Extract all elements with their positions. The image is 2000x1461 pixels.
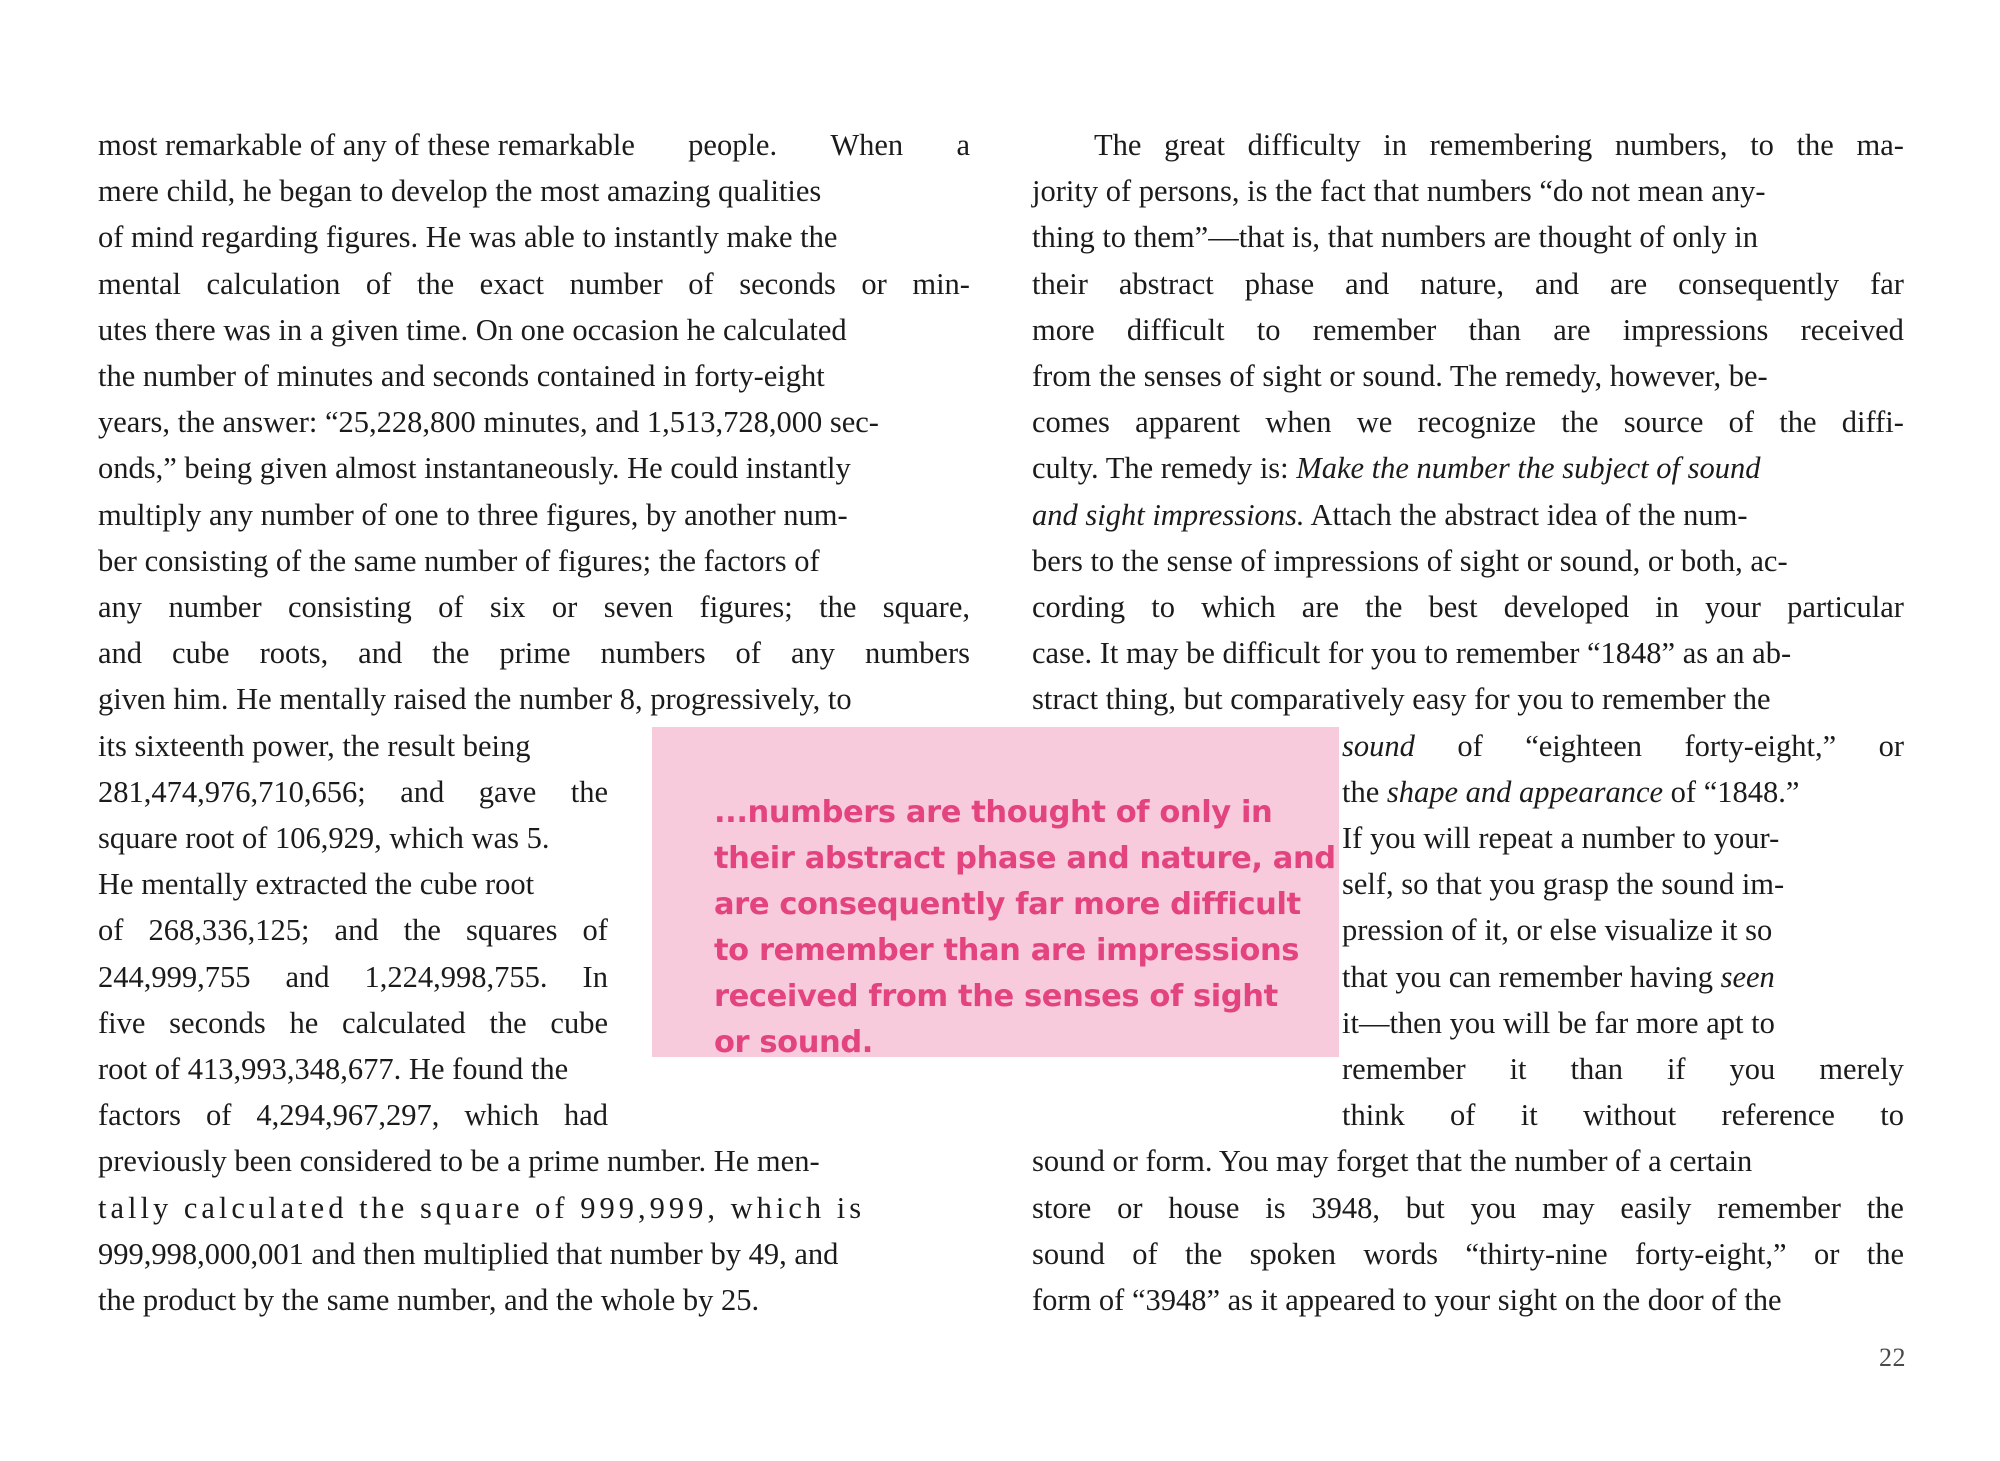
text-line: pression of it, or else visualize it so [1342, 913, 1773, 948]
text-line: form of “3948” as it appeared to your sight on the door of the [1032, 1283, 1782, 1318]
text-line: 244,999,755 and 1,224,998,755. In [98, 959, 608, 994]
text-line: jority of persons, is the fact that numbers “do not mean any- [1032, 174, 1766, 209]
text-line: The great difficulty in remembering numbers, to the ma- [1094, 128, 1904, 162]
text-line: its sixteenth power, the result being [98, 728, 531, 763]
text-line: 999,998,000,001 and then multiplied that number by 49, and [98, 1236, 839, 1271]
text-line: He mentally extracted the cube root [98, 867, 535, 902]
text-line: mental calculation of the exact number of seconds or min- [98, 266, 970, 301]
text-line: tally calculated the square of 999,999, which is [98, 1190, 866, 1225]
text-line: and cube roots, and the prime numbers of any numbers [98, 636, 970, 671]
text-line: of mind regarding figures. He was able to instantly make the [98, 220, 838, 255]
text-line: five seconds he calculated the cube [98, 1005, 608, 1040]
pullquote-line: ...numbers are thought of only in [714, 795, 1273, 830]
text-line: sound of the spoken words “thirty-nine forty-eight,” or the [1032, 1236, 1904, 1271]
text-line: most remarkable of any of these remarkable people. When a [98, 128, 970, 162]
text-line: more difficult to remember than are impressions received [1032, 312, 1904, 347]
text-line: 281,474,976,710,656; and gave the [98, 774, 608, 809]
text-line: think of it without reference to [1342, 1098, 1904, 1133]
text-line: root of 413,993,348,677. He found the [98, 1052, 569, 1087]
text-line: remember it than if you merely [1342, 1052, 1904, 1087]
text-line: onds,” being given almost instantaneously. He could instantly [98, 451, 851, 486]
italic-phrase: seen [1720, 959, 1775, 994]
page-number: 22 [1879, 1343, 1906, 1372]
text-line: self, so that you grasp the sound im- [1342, 867, 1785, 902]
text-line: the product by the same number, and the whole by 25. [98, 1283, 760, 1318]
body-column-right [1032, 122, 1904, 1323]
text-line: store or house is 3948, but you may easily remember the [1032, 1190, 1904, 1225]
text-line: sound of “eighteen forty-eight,” or [1342, 728, 1904, 763]
text-line: mere child, he began to develop the most amazing qualities [98, 174, 822, 209]
text-line: any number consisting of six or seven figures; the square, [98, 590, 970, 625]
pullquote-line: are consequently far more difficult [714, 887, 1301, 922]
italic-phrase: and sight impressions. [1032, 497, 1305, 532]
text-line: If you will repeat a number to your- [1342, 821, 1780, 856]
body-column-left [98, 122, 970, 1323]
pullquote-line: received from the senses of sight [714, 979, 1278, 1014]
text-line: multiply any number of one to three figures, by another num- [98, 497, 848, 532]
text-line: from the senses of sight or sound. The remedy, however, be- [1032, 359, 1768, 394]
text-line: case. It may be difficult for you to remember “1848” as an ab- [1032, 636, 1792, 671]
text-line: utes there was in a given time. On one occasion he calculated [98, 312, 847, 347]
text-line: that you can remember having seen [1342, 959, 1775, 994]
text-line: stract thing, but comparatively easy for you to remember the [1032, 682, 1771, 717]
text-line: the shape and appearance of “1848.” [1342, 774, 1800, 809]
text-line: and sight impressions. Attach the abstract idea of the num- [1032, 497, 1748, 532]
text-line: ber consisting of the same number of figures; the factors of [98, 543, 820, 578]
text-line: sound or form. You may forget that the number of a certain [1032, 1144, 1753, 1179]
pullquote [652, 727, 1339, 1092]
text-line: bers to the sense of impressions of sight or sound, or both, ac- [1032, 543, 1788, 578]
text-line: comes apparent when we recognize the source of the diffi- [1032, 405, 1904, 440]
text-line: square root of 106,929, which was 5. [98, 821, 550, 856]
pullquote-line: or sound. [714, 1025, 873, 1060]
text-line: the number of minutes and seconds contained in forty-eight [98, 359, 825, 394]
italic-phrase: shape and appearance [1386, 774, 1664, 809]
text-line: given him. He mentally raised the number 8, progressively, to [98, 682, 852, 717]
italic-phrase: Make the number the subject of sound [1296, 451, 1761, 486]
text-line: previously been considered to be a prime number. He men- [98, 1144, 820, 1179]
pullquote-line: to remember than are impressions [714, 933, 1300, 968]
text-line: of 268,336,125; and the squares of [98, 913, 608, 948]
text-line: years, the answer: “25,228,800 minutes, and 1,513,728,000 sec- [98, 405, 879, 440]
text-line: culty. The remedy is: Make the number the subject of sound [1032, 451, 1761, 486]
text-line: factors of 4,294,967,297, which had [98, 1098, 608, 1133]
text-line: cording to which are the best developed in your particular [1032, 590, 1904, 625]
text-line: it—then you will be far more apt to [1342, 1005, 1775, 1040]
text-line: their abstract phase and nature, and are consequently far [1032, 266, 1904, 301]
pullquote-line: their abstract phase and nature, and [714, 841, 1336, 876]
italic-phrase: sound [1342, 728, 1415, 763]
text-line: thing to them”—that is, that numbers are thought of only in [1032, 220, 1758, 255]
